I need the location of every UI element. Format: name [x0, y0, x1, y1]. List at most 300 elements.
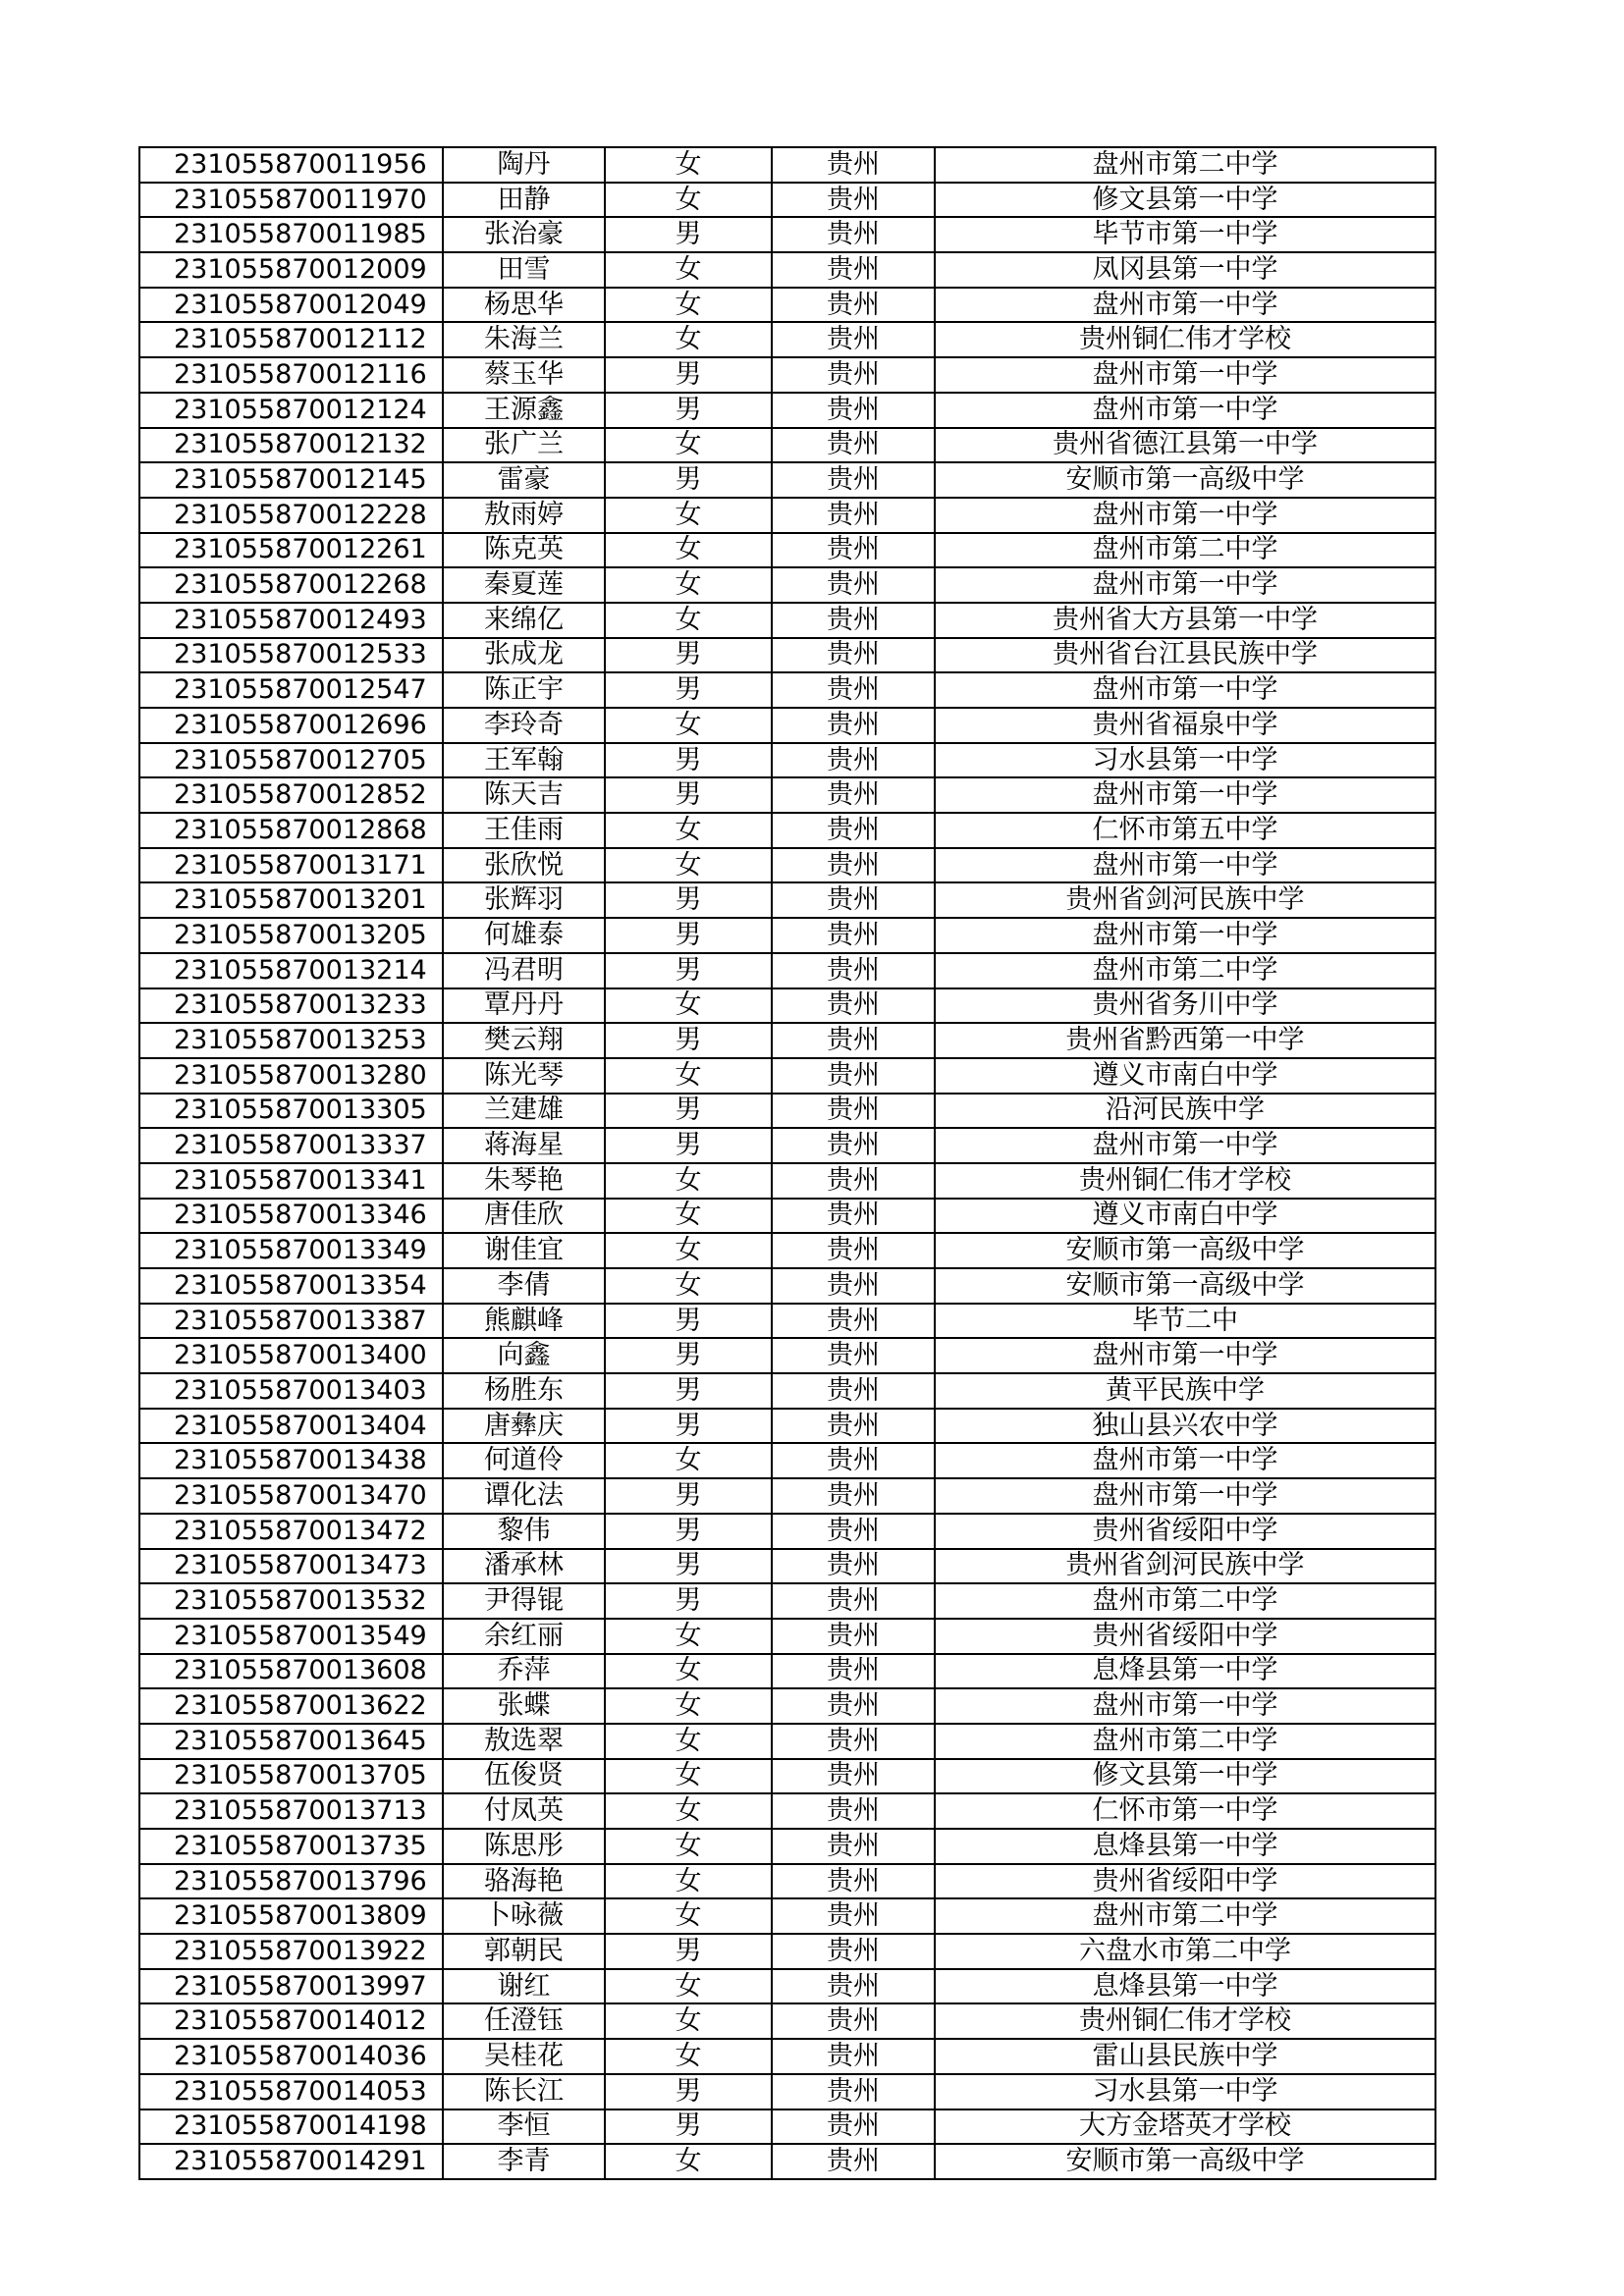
gender-cell: 男: [605, 2074, 772, 2109]
candidate-id-cell: 231055870012116: [139, 357, 443, 393]
name-cell: 朱琴艳: [443, 1163, 605, 1199]
province-cell: 贵州: [772, 1934, 935, 1969]
name-cell: 李玲奇: [443, 708, 605, 743]
name-cell: 张蝶: [443, 1688, 605, 1724]
table-row: [139, 813, 1435, 848]
school-cell: 盘州市第一中学: [935, 1478, 1435, 1514]
gender-cell: 女: [605, 1898, 772, 1934]
name-cell: 乔萍: [443, 1654, 605, 1689]
gender-cell: 女: [605, 1969, 772, 2004]
school-cell: 习水县第一中学: [935, 743, 1435, 778]
name-cell: 李恒: [443, 2109, 605, 2145]
school-cell: 盘州市第二中学: [935, 953, 1435, 988]
school-cell: 沿河民族中学: [935, 1094, 1435, 1129]
table-row: [139, 988, 1435, 1024]
name-cell: 敖雨婷: [443, 498, 605, 533]
province-cell: 贵州: [772, 2003, 935, 2039]
school-cell: 盘州市第一中学: [935, 1128, 1435, 1163]
candidate-id-cell: 231055870013608: [139, 1654, 443, 1689]
name-cell: 张辉羽: [443, 882, 605, 918]
gender-cell: 女: [605, 147, 772, 183]
table-row: [139, 2003, 1435, 2039]
province-cell: 贵州: [772, 498, 935, 533]
candidate-id-cell: 231055870012533: [139, 638, 443, 673]
gender-cell: 女: [605, 1864, 772, 1899]
candidate-id-cell: 231055870013403: [139, 1373, 443, 1409]
school-cell: 贵州省剑河民族中学: [935, 882, 1435, 918]
table-row: [139, 848, 1435, 883]
name-cell: 余红丽: [443, 1619, 605, 1654]
table-row: [139, 953, 1435, 988]
province-cell: 贵州: [772, 1898, 935, 1934]
candidate-id-cell: 231055870013387: [139, 1304, 443, 1339]
candidate-id-cell: 231055870013354: [139, 1268, 443, 1304]
school-cell: 贵州铜仁伟才学校: [935, 322, 1435, 357]
candidate-id-cell: 231055870013549: [139, 1619, 443, 1654]
candidate-id-cell: 231055870011985: [139, 217, 443, 252]
table-row: [139, 743, 1435, 778]
table-row: [139, 1724, 1435, 1759]
name-cell: 郭朝民: [443, 1934, 605, 1969]
name-cell: 雷豪: [443, 462, 605, 498]
candidate-id-cell: 231055870013922: [139, 1934, 443, 1969]
candidate-id-cell: 231055870013735: [139, 1829, 443, 1864]
table-row: [139, 533, 1435, 568]
gender-cell: 女: [605, 288, 772, 323]
candidate-id-cell: 231055870013400: [139, 1338, 443, 1373]
province-cell: 贵州: [772, 1304, 935, 1339]
candidate-id-cell: 231055870013205: [139, 918, 443, 953]
candidate-id-cell: 231055870013404: [139, 1409, 443, 1444]
school-cell: 仁怀市第一中学: [935, 1793, 1435, 1829]
school-cell: 盘州市第一中学: [935, 672, 1435, 708]
school-cell: 盘州市第二中学: [935, 1583, 1435, 1619]
gender-cell: 女: [605, 1163, 772, 1199]
province-cell: 贵州: [772, 1023, 935, 1058]
table-row: [139, 1128, 1435, 1163]
gender-cell: 男: [605, 2109, 772, 2145]
school-cell: 盘州市第一中学: [935, 777, 1435, 813]
name-cell: 唐彝庆: [443, 1409, 605, 1444]
province-cell: 贵州: [772, 1443, 935, 1478]
table-row: [139, 1199, 1435, 1234]
name-cell: 骆海艳: [443, 1864, 605, 1899]
gender-cell: 女: [605, 1793, 772, 1829]
school-cell: 贵州铜仁伟才学校: [935, 1163, 1435, 1199]
province-cell: 贵州: [772, 813, 935, 848]
table-row: [139, 288, 1435, 323]
province-cell: 贵州: [772, 777, 935, 813]
roster-body: [139, 147, 1435, 2179]
candidate-id-cell: 231055870013337: [139, 1128, 443, 1163]
gender-cell: 女: [605, 183, 772, 218]
name-cell: 吴桂花: [443, 2039, 605, 2074]
province-cell: 贵州: [772, 882, 935, 918]
school-cell: 雷山县民族中学: [935, 2039, 1435, 2074]
name-cell: 陶丹: [443, 147, 605, 183]
table-row: [139, 1058, 1435, 1094]
province-cell: 贵州: [772, 393, 935, 428]
name-cell: 张欣悦: [443, 848, 605, 883]
table-row: [139, 1094, 1435, 1129]
school-cell: 毕节市第一中学: [935, 217, 1435, 252]
school-cell: 贵州省务川中学: [935, 988, 1435, 1024]
table-row: [139, 357, 1435, 393]
province-cell: 贵州: [772, 147, 935, 183]
school-cell: 凤冈县第一中学: [935, 252, 1435, 288]
table-row: [139, 252, 1435, 288]
candidate-id-cell: 231055870011956: [139, 147, 443, 183]
school-cell: 黄平民族中学: [935, 1373, 1435, 1409]
gender-cell: 女: [605, 1654, 772, 1689]
table-row: [139, 1864, 1435, 1899]
table-row: [139, 1898, 1435, 1934]
table-row: [139, 1654, 1435, 1689]
gender-cell: 男: [605, 953, 772, 988]
school-cell: 贵州省剑河民族中学: [935, 1549, 1435, 1584]
gender-cell: 男: [605, 1583, 772, 1619]
gender-cell: 女: [605, 1058, 772, 1094]
table-row: [139, 1759, 1435, 1794]
province-cell: 贵州: [772, 322, 935, 357]
province-cell: 贵州: [772, 217, 935, 252]
school-cell: 盘州市第一中学: [935, 848, 1435, 883]
candidate-id-cell: 231055870013253: [139, 1023, 443, 1058]
gender-cell: 男: [605, 1549, 772, 1584]
table-row: [139, 708, 1435, 743]
school-cell: 贵州省大方县第一中学: [935, 603, 1435, 638]
candidate-id-cell: 231055870013233: [139, 988, 443, 1024]
table-row: [139, 918, 1435, 953]
province-cell: 贵州: [772, 1864, 935, 1899]
name-cell: 张成龙: [443, 638, 605, 673]
candidate-id-cell: 231055870011970: [139, 183, 443, 218]
table-row: [139, 1373, 1435, 1409]
province-cell: 贵州: [772, 1654, 935, 1689]
table-row: [139, 1304, 1435, 1339]
name-cell: 熊麒峰: [443, 1304, 605, 1339]
gender-cell: 男: [605, 1409, 772, 1444]
name-cell: 杨胜东: [443, 1373, 605, 1409]
school-cell: 修文县第一中学: [935, 183, 1435, 218]
table-row: [139, 1478, 1435, 1514]
name-cell: 何道伶: [443, 1443, 605, 1478]
name-cell: 樊云翔: [443, 1023, 605, 1058]
gender-cell: 女: [605, 2144, 772, 2179]
gender-cell: 女: [605, 252, 772, 288]
province-cell: 贵州: [772, 2074, 935, 2109]
school-cell: 六盘水市第二中学: [935, 1934, 1435, 1969]
gender-cell: 男: [605, 1304, 772, 1339]
table-row: [139, 567, 1435, 603]
school-cell: 盘州市第一中学: [935, 393, 1435, 428]
school-cell: 习水县第一中学: [935, 2074, 1435, 2109]
candidate-id-cell: 231055870012261: [139, 533, 443, 568]
province-cell: 贵州: [772, 1829, 935, 1864]
name-cell: 王军翰: [443, 743, 605, 778]
candidate-id-cell: 231055870013349: [139, 1233, 443, 1268]
name-cell: 卜咏薇: [443, 1898, 605, 1934]
table-row: [139, 1829, 1435, 1864]
table-row: [139, 498, 1435, 533]
candidate-id-cell: 231055870012493: [139, 603, 443, 638]
candidate-id-cell: 231055870012868: [139, 813, 443, 848]
gender-cell: 女: [605, 322, 772, 357]
candidate-id-cell: 231055870012852: [139, 777, 443, 813]
gender-cell: 女: [605, 498, 772, 533]
province-cell: 贵州: [772, 848, 935, 883]
gender-cell: 男: [605, 1934, 772, 1969]
province-cell: 贵州: [772, 1759, 935, 1794]
province-cell: 贵州: [772, 1163, 935, 1199]
gender-cell: 女: [605, 1724, 772, 1759]
province-cell: 贵州: [772, 2109, 935, 2145]
school-cell: 盘州市第二中学: [935, 533, 1435, 568]
school-cell: 贵州省台江县民族中学: [935, 638, 1435, 673]
table-row: [139, 1409, 1435, 1444]
school-cell: 遵义市南白中学: [935, 1199, 1435, 1234]
province-cell: 贵州: [772, 567, 935, 603]
province-cell: 贵州: [772, 1268, 935, 1304]
candidate-id-cell: 231055870013532: [139, 1583, 443, 1619]
table-row: [139, 777, 1435, 813]
school-cell: 贵州省绥阳中学: [935, 1864, 1435, 1899]
province-cell: 贵州: [772, 1338, 935, 1373]
name-cell: 陈光琴: [443, 1058, 605, 1094]
name-cell: 付凤英: [443, 1793, 605, 1829]
school-cell: 盘州市第一中学: [935, 1338, 1435, 1373]
province-cell: 贵州: [772, 1619, 935, 1654]
province-cell: 贵州: [772, 2144, 935, 2179]
name-cell: 敖选翠: [443, 1724, 605, 1759]
name-cell: 来绵亿: [443, 603, 605, 638]
province-cell: 贵州: [772, 252, 935, 288]
name-cell: 任澄钰: [443, 2003, 605, 2039]
name-cell: 何雄泰: [443, 918, 605, 953]
table-row: [139, 1514, 1435, 1549]
name-cell: 田雪: [443, 252, 605, 288]
school-cell: 盘州市第一中学: [935, 567, 1435, 603]
gender-cell: 男: [605, 1023, 772, 1058]
province-cell: 贵州: [772, 1688, 935, 1724]
province-cell: 贵州: [772, 1094, 935, 1129]
gender-cell: 男: [605, 672, 772, 708]
name-cell: 张治豪: [443, 217, 605, 252]
candidate-id-cell: 231055870013171: [139, 848, 443, 883]
gender-cell: 男: [605, 1094, 772, 1129]
school-cell: 息烽县第一中学: [935, 1969, 1435, 2004]
gender-cell: 女: [605, 708, 772, 743]
school-cell: 盘州市第二中学: [935, 1898, 1435, 1934]
name-cell: 尹得锟: [443, 1583, 605, 1619]
school-cell: 大方金塔英才学校: [935, 2109, 1435, 2145]
gender-cell: 女: [605, 1443, 772, 1478]
gender-cell: 男: [605, 217, 772, 252]
table-row: [139, 882, 1435, 918]
name-cell: 谢红: [443, 1969, 605, 2004]
gender-cell: 男: [605, 1128, 772, 1163]
school-cell: 息烽县第一中学: [935, 1829, 1435, 1864]
candidate-id-cell: 231055870013438: [139, 1443, 443, 1478]
school-cell: 贵州省绥阳中学: [935, 1514, 1435, 1549]
school-cell: 遵义市南白中学: [935, 1058, 1435, 1094]
table-row: [139, 1023, 1435, 1058]
name-cell: 王佳雨: [443, 813, 605, 848]
province-cell: 贵州: [772, 918, 935, 953]
name-cell: 朱海兰: [443, 322, 605, 357]
table-row: [139, 603, 1435, 638]
table-row: [139, 2039, 1435, 2074]
gender-cell: 女: [605, 2039, 772, 2074]
province-cell: 贵州: [772, 603, 935, 638]
candidate-id-cell: 231055870012049: [139, 288, 443, 323]
school-cell: 仁怀市第五中学: [935, 813, 1435, 848]
table-row: [139, 393, 1435, 428]
table-row: [139, 1549, 1435, 1584]
province-cell: 贵州: [772, 288, 935, 323]
school-cell: 盘州市第二中学: [935, 1724, 1435, 1759]
table-row: [139, 1583, 1435, 1619]
province-cell: 贵州: [772, 743, 935, 778]
candidate-id-cell: 231055870013472: [139, 1514, 443, 1549]
gender-cell: 女: [605, 1199, 772, 1234]
candidate-id-cell: 231055870013305: [139, 1094, 443, 1129]
name-cell: 伍俊贤: [443, 1759, 605, 1794]
candidate-id-cell: 231055870013470: [139, 1478, 443, 1514]
name-cell: 田静: [443, 183, 605, 218]
gender-cell: 男: [605, 882, 772, 918]
school-cell: 盘州市第一中学: [935, 357, 1435, 393]
table-row: [139, 1443, 1435, 1478]
table-row: [139, 1619, 1435, 1654]
table-row: [139, 322, 1435, 357]
name-cell: 谭化法: [443, 1478, 605, 1514]
province-cell: 贵州: [772, 988, 935, 1024]
name-cell: 杨思华: [443, 288, 605, 323]
gender-cell: 女: [605, 848, 772, 883]
candidate-id-cell: 231055870013645: [139, 1724, 443, 1759]
gender-cell: 女: [605, 428, 772, 463]
gender-cell: 男: [605, 777, 772, 813]
name-cell: 黎伟: [443, 1514, 605, 1549]
province-cell: 贵州: [772, 1373, 935, 1409]
table-row: [139, 1934, 1435, 1969]
school-cell: 贵州省福泉中学: [935, 708, 1435, 743]
name-cell: 唐佳欣: [443, 1199, 605, 1234]
province-cell: 贵州: [772, 638, 935, 673]
table-row: [139, 147, 1435, 183]
gender-cell: 女: [605, 1233, 772, 1268]
table-row: [139, 1268, 1435, 1304]
school-cell: 修文县第一中学: [935, 1759, 1435, 1794]
name-cell: 冯君明: [443, 953, 605, 988]
school-cell: 盘州市第一中学: [935, 918, 1435, 953]
table-row: [139, 428, 1435, 463]
gender-cell: 女: [605, 1759, 772, 1794]
table-row: [139, 1969, 1435, 2004]
name-cell: 李倩: [443, 1268, 605, 1304]
gender-cell: 男: [605, 393, 772, 428]
candidate-id-cell: 231055870012696: [139, 708, 443, 743]
school-cell: 独山县兴农中学: [935, 1409, 1435, 1444]
candidate-id-cell: 231055870012124: [139, 393, 443, 428]
province-cell: 贵州: [772, 708, 935, 743]
candidate-id-cell: 231055870013705: [139, 1759, 443, 1794]
candidate-id-cell: 231055870012132: [139, 428, 443, 463]
gender-cell: 女: [605, 813, 772, 848]
candidate-id-cell: 231055870013809: [139, 1898, 443, 1934]
candidate-id-cell: 231055870012705: [139, 743, 443, 778]
name-cell: 覃丹丹: [443, 988, 605, 1024]
gender-cell: 男: [605, 1514, 772, 1549]
name-cell: 向鑫: [443, 1338, 605, 1373]
school-cell: 贵州省德江县第一中学: [935, 428, 1435, 463]
table-row: [139, 183, 1435, 218]
candidate-id-cell: 231055870012009: [139, 252, 443, 288]
name-cell: 蔡玉华: [443, 357, 605, 393]
province-cell: 贵州: [772, 428, 935, 463]
candidate-id-cell: 231055870013713: [139, 1793, 443, 1829]
name-cell: 秦夏莲: [443, 567, 605, 603]
candidate-id-cell: 231055870013341: [139, 1163, 443, 1199]
school-cell: 盘州市第一中学: [935, 1688, 1435, 1724]
gender-cell: 女: [605, 603, 772, 638]
school-cell: 毕节二中: [935, 1304, 1435, 1339]
school-cell: 安顺市第一高级中学: [935, 1233, 1435, 1268]
candidate-id-cell: 231055870013346: [139, 1199, 443, 1234]
candidate-id-cell: 231055870013280: [139, 1058, 443, 1094]
province-cell: 贵州: [772, 1514, 935, 1549]
table-row: [139, 2074, 1435, 2109]
candidate-id-cell: 231055870013997: [139, 1969, 443, 2004]
school-cell: 贵州省绥阳中学: [935, 1619, 1435, 1654]
school-cell: 贵州省黔西第一中学: [935, 1023, 1435, 1058]
province-cell: 贵州: [772, 1409, 935, 1444]
table-row: [139, 638, 1435, 673]
candidate-id-cell: 231055870014198: [139, 2109, 443, 2145]
province-cell: 贵州: [772, 533, 935, 568]
school-cell: 盘州市第一中学: [935, 498, 1435, 533]
gender-cell: 男: [605, 1338, 772, 1373]
candidate-id-cell: 231055870014012: [139, 2003, 443, 2039]
province-cell: 贵州: [772, 183, 935, 218]
name-cell: 兰建雄: [443, 1094, 605, 1129]
gender-cell: 男: [605, 918, 772, 953]
gender-cell: 女: [605, 1829, 772, 1864]
candidate-id-cell: 231055870012228: [139, 498, 443, 533]
province-cell: 贵州: [772, 2039, 935, 2074]
candidate-id-cell: 231055870013201: [139, 882, 443, 918]
name-cell: 张广兰: [443, 428, 605, 463]
province-cell: 贵州: [772, 357, 935, 393]
name-cell: 王源鑫: [443, 393, 605, 428]
province-cell: 贵州: [772, 1233, 935, 1268]
province-cell: 贵州: [772, 1724, 935, 1759]
candidate-id-cell: 231055870013622: [139, 1688, 443, 1724]
candidate-id-cell: 231055870012268: [139, 567, 443, 603]
school-cell: 盘州市第二中学: [935, 147, 1435, 183]
school-cell: 贵州铜仁伟才学校: [935, 2003, 1435, 2039]
roster-table: [138, 146, 1436, 2180]
candidate-id-cell: 231055870012145: [139, 462, 443, 498]
table-row: [139, 1233, 1435, 1268]
table-row: [139, 1163, 1435, 1199]
name-cell: 蒋海星: [443, 1128, 605, 1163]
school-cell: 盘州市第一中学: [935, 288, 1435, 323]
table-row: [139, 2109, 1435, 2145]
school-cell: 安顺市第一高级中学: [935, 2144, 1435, 2179]
school-cell: 安顺市第一高级中学: [935, 1268, 1435, 1304]
